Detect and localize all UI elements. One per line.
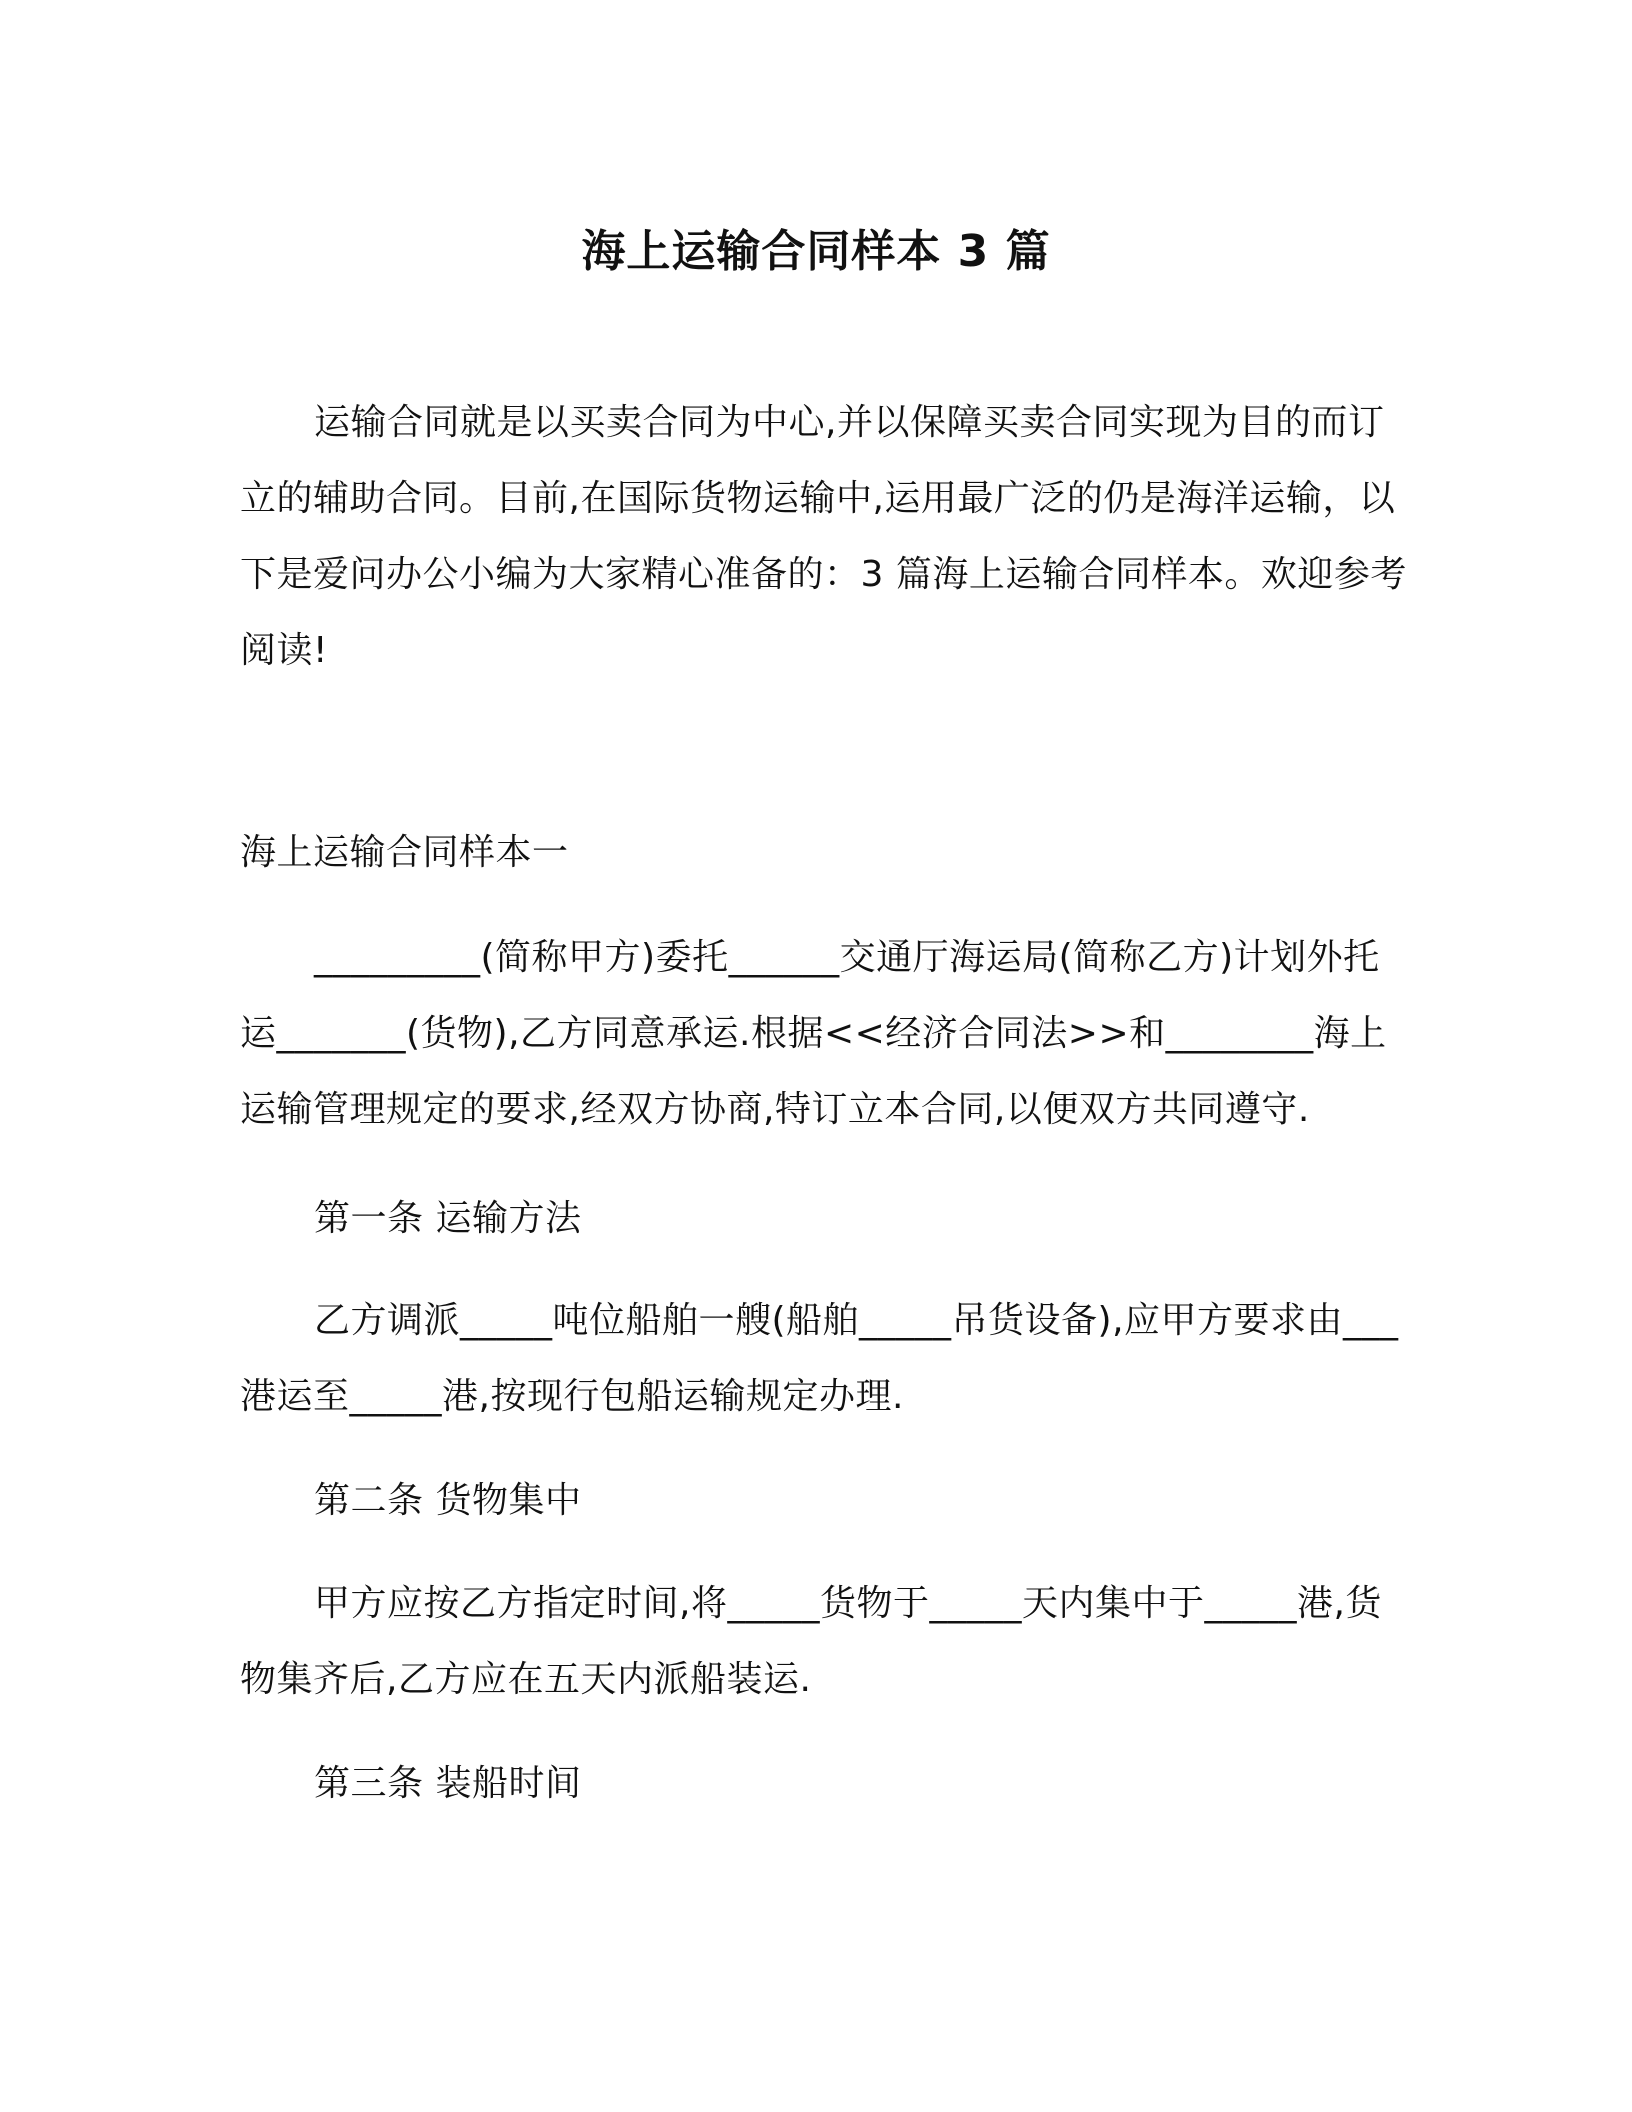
article-2-text-block	[240, 1566, 1410, 1718]
article-2-heading: 第二条 货物集中	[314, 1480, 582, 1521]
intro-paragraph: 运输合同就是以买卖合同为中心,并以保障买卖合同实现为目的而订立的辅助合同。目前,在国际货物运输中,运用最广泛的仍是海洋运输，以下是爱问办公小编为大家精心准备的：3 篇海上运输合同样本。欢迎参考阅读!	[240, 402, 1407, 671]
article-1-heading: 第一条 运输方法	[314, 1198, 582, 1239]
preamble-paragraph: _________(简称甲方)委托______交通厅海运局(简称乙方)计划外托运_______(货物),乙方同意承运.根据<<经济合同法>>和________海上运输管理规定的要求,经双方协商,特订立本合同,以便双方共同遵守.	[240, 937, 1387, 1130]
document-title: 海上运输合同样本 3 篇	[581, 226, 1051, 277]
article-3-heading: 第三条 装船时间	[314, 1763, 582, 1804]
article-3-heading-block	[240, 1746, 1410, 1822]
intro-block	[240, 385, 1410, 689]
article-1-heading-block	[240, 1181, 1410, 1257]
article-1-text: 乙方调派_____吨位船舶一艘(船舶_____吊货设备),应甲方要求由___港运至_____港,按现行包船运输规定办理.	[240, 1300, 1399, 1417]
section-heading: 海上运输合同样本一	[240, 832, 569, 873]
section-heading-block	[240, 815, 1410, 891]
preamble-block	[240, 920, 1410, 1148]
article-1-text-block	[240, 1283, 1410, 1435]
article-2-text: 甲方应按乙方指定时间,将_____货物于_____天内集中于_____港,货物集齐后,乙方应在五天内派船装运.	[240, 1583, 1382, 1700]
article-2-heading-block	[240, 1463, 1410, 1539]
